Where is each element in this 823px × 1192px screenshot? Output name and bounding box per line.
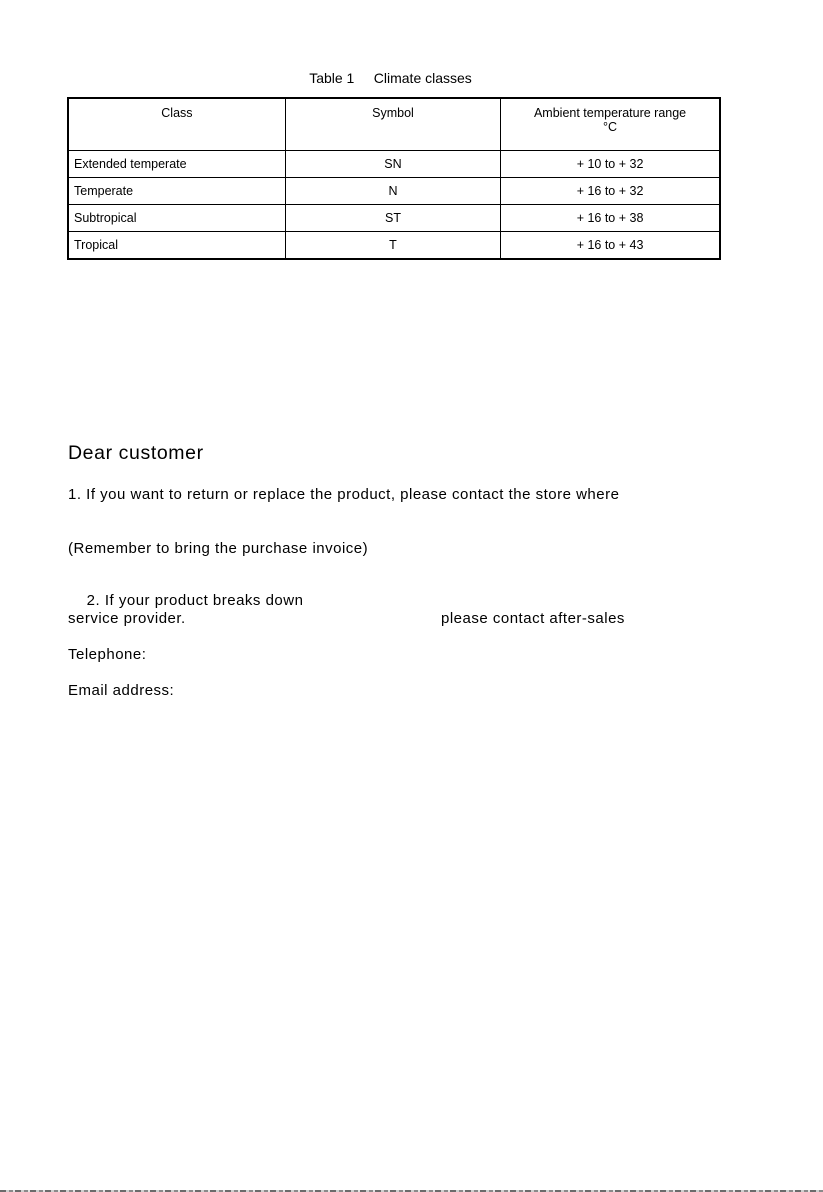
table-header-row (68, 98, 720, 151)
header-class: Class (68, 98, 285, 151)
row-symbol: T (285, 232, 500, 260)
customer-notice (68, 438, 768, 699)
header-range-unit: °C (603, 120, 618, 134)
breakdown-text: 2. If your product breaks down (86, 592, 304, 609)
row-class: Tropical (68, 232, 285, 260)
row-class: Subtropical (68, 205, 285, 232)
row-class: Extended temperate (68, 151, 285, 178)
row-symbol: N (285, 178, 500, 205)
notice-line-service: service provider. (68, 610, 186, 627)
row-symbol: SN (285, 151, 500, 178)
row-range: + 16 to + 38 (501, 205, 720, 232)
header-temperature-range (501, 98, 720, 151)
row-class: Temperate (68, 178, 285, 205)
climate-classes-table (67, 97, 721, 260)
row-symbol: ST (285, 205, 500, 232)
after-sales-text: please contact after-sales (441, 610, 625, 627)
header-symbol: Symbol (285, 98, 500, 151)
row-range: + 16 to + 32 (501, 178, 720, 205)
telephone-label: Telephone: (68, 646, 147, 663)
notice-line-invoice: (Remember to bring the purchase invoice) (68, 540, 369, 557)
notice-line-return: 1. If you want to return or replace the product, please contact the store where (68, 486, 620, 503)
table-row (68, 205, 720, 232)
notice-heading: Dear customer (68, 442, 204, 464)
email-label: Email address: (68, 682, 175, 699)
row-range: + 10 to + 32 (501, 151, 720, 178)
table-caption: Table 1 Climate classes (309, 70, 472, 86)
row-range: + 16 to + 43 (501, 232, 720, 260)
table-row (68, 232, 720, 260)
table-row (68, 178, 720, 205)
table-row (68, 151, 720, 178)
header-range-label: Ambient temperature range (533, 106, 687, 120)
